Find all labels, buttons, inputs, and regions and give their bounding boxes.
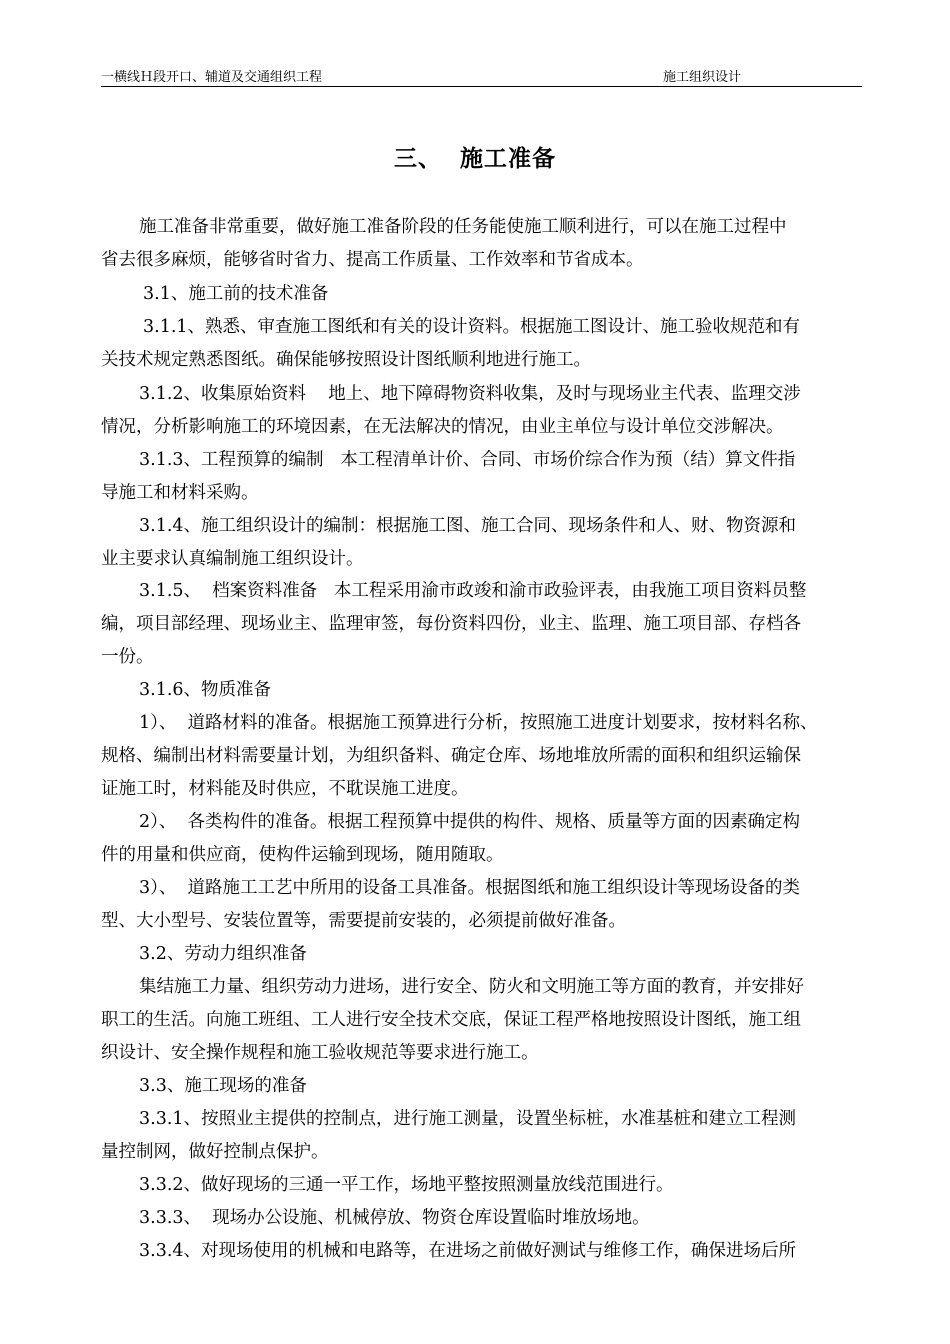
paragraph-line: 一份。 (101, 647, 154, 667)
paragraph-line: 证施工时，材料能及时供应，不耽误施工进度。 (101, 779, 469, 799)
paragraph-line: 3）、 道路施工工艺中所用的设备工具准备。根据图纸和施工组织设计等现场设备的类 (139, 878, 801, 898)
paragraph-line: 导施工和材料采购。 (101, 483, 259, 503)
paragraph-line: 集结施工力量、组织劳动力进场，进行安全、防火和文明施工等方面的教育，并安排好 (139, 977, 804, 997)
paragraph-line: 3.1.3、工程预算的编制 本工程清单计价、合同、市场价综合作为预（结）算文件指 (139, 450, 796, 470)
section-title: 三、 施工准备 (393, 145, 556, 172)
header-project-name: 一横线Ｈ段开口、辅道及交通组织工程 (101, 70, 323, 85)
header-document-type: 施工组织设计 (663, 70, 742, 85)
paragraph-line: 型、大小型号、安装位置等，需要提前安装的，必须提前做好准备。 (101, 911, 626, 931)
paragraph-line: 3.3.2、做好现场的三通一平工作，场地平整按照测量放线范围进行。 (139, 1175, 674, 1195)
paragraph-line: 业主要求认真编制施工组织设计。 (101, 549, 364, 569)
section-heading: 3.3、施工现场的准备 (139, 1076, 307, 1096)
paragraph-line: 3.1.1、熟悉、审查施工图纸和有关的设计资料。根据施工图设计、施工验收规范和有 (143, 317, 801, 337)
paragraph-line: 1）、 道路材料的准备。根据施工预算进行分析，按照施工进度计划要求，按材料名称、 (139, 713, 818, 733)
section-heading: 3.1.6、物质准备 (139, 680, 272, 700)
paragraph-line: 3.1.5、 档案资料准备 本工程采用渝市政竣和渝市政验评表，由我施工项目资料员整 (139, 581, 807, 601)
header-rule (101, 86, 862, 87)
paragraph-line: 3.3.1、按照业主提供的控制点，进行施工测量，设置坐标桩，水准基桩和建立工程测 (139, 1109, 797, 1129)
paragraph-line: 职工的生活。向施工班组、工人进行安全技术交底，保证工程严格地按照设计图纸，施工组 (101, 1010, 801, 1030)
paragraph-line: 3.1.4、施工组织设计的编制：根据施工图、施工合同、现场条件和人、财、物资源和 (139, 516, 797, 536)
paragraph-line: 3.3.3、 现场办公设施、机械停放、物资仓库设置临时堆放场地。 (139, 1208, 650, 1228)
paragraph-line: 3.3.4、对现场使用的机械和电路等，在进场之前做好测试与维修工作，确保进场后所 (139, 1241, 797, 1261)
paragraph-line: 关技术规定熟悉图纸。确保能够按照设计图纸顺利地进行施工。 (101, 350, 591, 370)
paragraph-line: 件的用量和供应商，使构件运输到现场，随用随取。 (101, 845, 504, 865)
section-heading: 3.2、劳动力组织准备 (139, 944, 307, 964)
paragraph-line: 情况，分析影响施工的环境因素，在无法解决的情况，由业主单位与设计单位交涉解决。 (101, 417, 784, 437)
section-heading: 3.1、施工前的技术准备 (143, 284, 329, 304)
paragraph-line: 3.1.2、收集原始资料 地上、地下障碍物资料收集，及时与现场业主代表、监理交涉 (139, 384, 801, 404)
paragraph-line: 省去很多麻烦，能够省时省力、提高工作质量、工作效率和节省成本。 (101, 250, 644, 270)
paragraph-line: 2）、 各类构件的准备。根据工程预算中提供的构件、规格、质量等方面的因素确定构 (139, 812, 801, 832)
paragraph-line: 编，项目部经理、现场业主、监理审签，每份资料四份，业主、监理、施工项目部、存档各 (101, 614, 801, 634)
paragraph-line: 织设计、安全操作规程和施工验收规范等要求进行施工。 (101, 1043, 539, 1063)
paragraph-line: 施工准备非常重要，做好施工准备阶段的任务能使施工顺利进行，可以在施工过程中 (139, 217, 787, 237)
paragraph-line: 规格、编制出材料需要量计划，为组织备料、确定仓库、场地堆放所需的面积和组织运输保 (101, 746, 801, 766)
paragraph-line: 量控制网，做好控制点保护。 (101, 1142, 329, 1162)
